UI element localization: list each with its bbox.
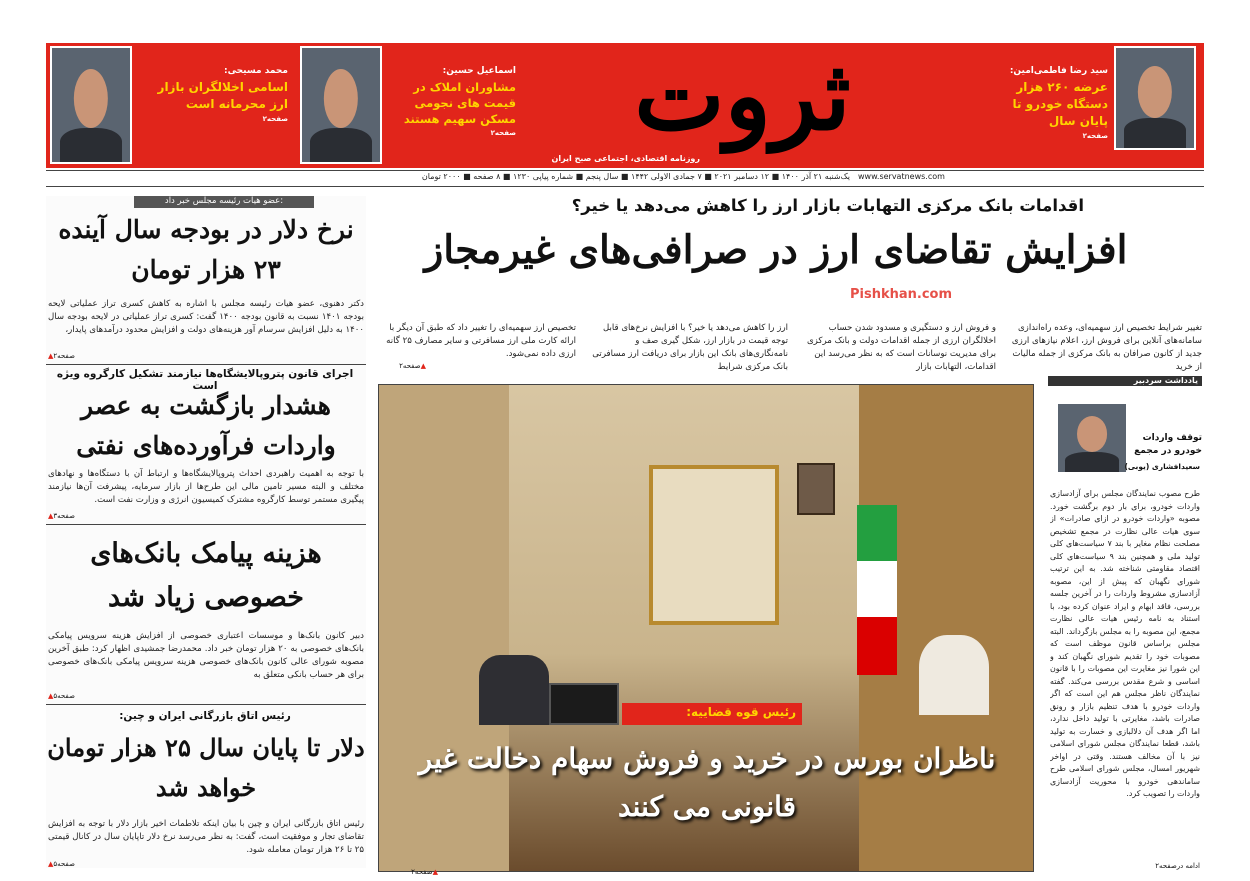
- dateline: یک‌شنبه ۲۱ آذر ۱۴۰۰ ■ ۱۲ دسامبر ۲۰۲۱ ■ ۷ جمادی الاولی ۱۴۴۲ ■ سال پنجم ■ شماره پیاپی ۱۲۳۰ ■ ۸ صفحه ■ ۲۰۰۰ تومان: [421, 172, 850, 181]
- teaser-page: صفحه۲: [262, 115, 288, 123]
- editorial-more-label: ادامه درصفحه۲: [1155, 862, 1200, 870]
- story-2-page-link[interactable]: ▲صفحه۳: [48, 512, 75, 520]
- lead-column-2: و فروش ارز و دستگیری و مسدود شدن حساب اخلالگران ارزی از جمله اقدامات دولت و بانک مرکزی برای مدیریت نوسانات است که به نظر می‌رسد این اقدامات، التهابات بازار: [806, 323, 996, 372]
- teaser-2-photo: [300, 46, 382, 164]
- masthead-logo: [520, 40, 965, 155]
- header-teaser-1[interactable]: [990, 66, 1108, 140]
- story-4-page: صفحه۵: [53, 860, 75, 868]
- masthead-subtitle: روزنامه اقتصادی، اجتماعی صبح ایران: [551, 154, 700, 163]
- story-3-headline[interactable]: هزینه پیامک بانک‌های خصوصی زیاد شد: [90, 538, 322, 613]
- editorial-author: سعیدافشاری (یوبی): [1124, 462, 1200, 471]
- teaser-headline: مشاوران املاک در قیمت های نجومی مسکن سهیم هستند: [403, 80, 516, 126]
- teaser-headline: عرضه ۲۶۰ هزار دستگاه خودرو تا پایان سال: [1012, 80, 1108, 128]
- lead-story[interactable]: [380, 196, 1172, 281]
- teaser-1-photo: [1114, 46, 1196, 150]
- photo-portrait: [797, 463, 835, 515]
- divider: [46, 364, 366, 365]
- divider: [46, 186, 1204, 187]
- story-1-body: دکتر دهنوی، عضو هیات رئیسه مجلس با اشاره به کاهش کسری تراز عملیاتی لایحه بودجه ۱۴۰۱ نسبت به قانون بودجه ۱۴۰۰ گفت: کسری تراز عملیاتی در لایحه بودجه سال ۱۴۰۰ به دلیل افزایش سرسام آور هزینه‌های دولت و افزایش محدود درآمدهای پایدار،: [48, 299, 364, 335]
- story-4-page-link[interactable]: ▲صفحه۵: [48, 860, 75, 868]
- teaser-author: محمد مسیحی:: [223, 66, 288, 76]
- story-1-page-link[interactable]: ▲صفحه۲: [48, 352, 75, 360]
- teaser-page: صفحه۲: [490, 129, 516, 137]
- flag-icon: [857, 505, 897, 675]
- teaser-page: صفحه۲: [1082, 132, 1108, 140]
- editorial-label: یادداشت سردبیر: [1133, 376, 1198, 385]
- story-4-body: رئیس اتاق بازرگانی ایران و چین با بیان اینکه تلاطمات اخیر بازار دلار با توجه به افزایش تقاضای تجار و موفقیت است، گفت: به نظر می‌رسد نرخ دلار تاپایان سال در کانال قیمتی ۲۵ تا ۲۶ هزار تومان معامله شود.: [48, 819, 364, 855]
- teaser-3-photo: [50, 46, 132, 164]
- masthead-title: ثروت: [634, 39, 851, 152]
- lead-column-1: تغییر شرایط تخصیص ارز سهمیه‌ای، وعده راه‌اندازی سامانه‌های آنلاین برای فروش ارز، اعلام نیازهای ارزی جدید از کانون صرافان به بانک مرکزی از جمله مالیات از خرید: [1011, 323, 1202, 372]
- story-2-body: با توجه به اهمیت راهبردی احداث پتروپالایشگاه‌ها و ارتباط آن با دستگاه‌ها و نهادهای مختلف و البته مسیر تامین مالی این طرح‌ها از بازار سرمایه، پیشرفت آن‌ها نیازمند پیگیری مستمر توسط کارگروه مشترک کمیسیون انرژی و وزارت نفت است.: [48, 469, 364, 505]
- teaser-author: اسماعیل حسین:: [442, 66, 516, 76]
- lead-headline: افزایش تقاضای ارز در صرافی‌های غیرمجاز: [424, 227, 1128, 273]
- lead-page-link[interactable]: ▲صفحه۲: [399, 362, 426, 370]
- photo-page: صفحه۲: [411, 868, 433, 876]
- header-teaser-2[interactable]: [388, 66, 516, 137]
- watermark: Pishkhan.com: [850, 287, 953, 302]
- monitor-icon: [549, 683, 619, 725]
- lead-kicker: اقدامات بانک مرکزی التهابات بازار ارز را کاهش می‌دهد یا خیر؟: [571, 196, 1084, 215]
- lead-column-4: تخصیص ارز سهمیه‌ای را تغییر داد که طبق آن دیگر با ارائه کارت ملی ارز مسافرتی و سایر مصارف ۲۵ گانه ارزی داده نمی‌شود.: [386, 323, 576, 359]
- editorial-body: طرح مصوب نمایندگان مجلس برای آزادسازی واردات خودرو، برای بار دوم برگشت خورد. مصوبه «واردات خودرو در ازای صادرات» از سوی هیات عالی نظارت در مجمع تشخیص مصلحت نظام مغایر با بند ۷ سیاست‌های کلی تولید ملی و همچنین بند ۹ سیاست‌های کلی اقتصاد مقاومتی شناخته شد. به این ترتیب شورای نگهبان که پیش از این، مصوبه آزادسازی مشروط واردات را در آخرین جلسه بررسی، فاقد ابهام و ایراد عنوان کرده بود، با استناد به نامه رئیس هیات عالی نظارت مجمع، این مصوبه را به مجلس بازگرداند. البته مجلس براساس قانون موظف است که مصوبات خود را تقدیم شورای نگهبان کند و این شورا نیز مغایرت این مصوبات را با قانون اساسی و شرع مقدس بررسی می‌کند. گفته نمایندگان ناظر مجلس هم این است که اگر واردات خودرو با هدف تنظیم بازار و رونق صادرات باشد، مغایرتی با تولید داخل ندارد، اما اگر هدف آن دلالبازی و خسارت به تولید باشد، قطعا نمایندگان مجلس شورای اسلامی نیز با آن مخالف هستند. وقتی در اواخر شهریور امسال، مجلس شورای اسلامی طرح ساماندهی خودرو با محوریت آزادسازی واردات را تصویب کرد.: [1050, 489, 1200, 798]
- story-2-page: صفحه۳: [53, 512, 75, 520]
- divider: [46, 704, 366, 705]
- story-3-page-link[interactable]: ▲صفحه۵: [48, 692, 75, 700]
- website[interactable]: www.servatnews.com: [858, 172, 945, 181]
- photo-page-link[interactable]: ▲صفحه۲: [411, 868, 438, 876]
- story-1-page: صفحه۲: [53, 352, 75, 360]
- photo-bookcase: [649, 465, 779, 625]
- teaser-author: سید رضا فاطمی‌امین:: [1009, 66, 1108, 76]
- editorial-title[interactable]: توقف واردات خودرو در مجمع: [1134, 433, 1202, 456]
- photo-kicker-text: رئیس قوه قضاییه:: [686, 705, 796, 719]
- story-3-body: دبیر کانون بانک‌ها و موسسات اعتباری خصوصی از افزایش هزینه سرویس پیامکی بانک‌های خصوصی به ۲۰ هزار تومان خبر داد. محمدرضا جمشیدی اظهار کرد: طبق آخرین مصوبه شورای عالی کانون بانک‌های خصوصی هزینه سرویس پیامکی بانک‌های خصوصی برای هر حساب بانکی متعلق به: [48, 631, 364, 680]
- photo-person-left: [479, 655, 549, 725]
- photo-kicker: [622, 705, 796, 719]
- photo-person-right: [919, 635, 989, 715]
- story-2-headline[interactable]: هشدار بازگشت به عصر واردات فرآورده‌های نفتی: [76, 391, 336, 460]
- lead-page: صفحه۲: [399, 362, 421, 370]
- lead-column-3: ارز را کاهش می‌دهد یا خیر؟ با افزایش نرخ‌های قابل توجه قیمت در بازار ارز، شکل گیری صف و نامه‌نگاری‌های بانک این بازار برای دریافت ارز مسافرتی بانک مرکزی شرایط: [592, 323, 788, 372]
- divider: [46, 170, 1204, 171]
- divider: [46, 524, 366, 525]
- story-4-headline[interactable]: دلار تا پایان سال ۲۵ هزار تومان خواهد شد: [47, 733, 365, 802]
- header-teaser-3[interactable]: [138, 66, 288, 123]
- story-2-kicker: اجرای قانون پتروپالایشگاه‌ها نیازمند تشکیل کارگروه ویژه است: [56, 368, 354, 392]
- story-1-headline[interactable]: نرخ دلار در بودجه سال آینده ۲۳ هزار تومان: [58, 215, 354, 284]
- teaser-headline: اسامی اخلالگران بازار ارز محرمانه است: [157, 80, 288, 111]
- story-3-page: صفحه۵: [53, 692, 75, 700]
- editorial-more[interactable]: [1050, 862, 1200, 870]
- story-4-kicker: رئیس اتاق بازرگانی ایران و چین:: [119, 710, 291, 722]
- story-1-kicker: عضو هیات رئیسه مجلس خبر داد:: [164, 196, 284, 206]
- photo-headline[interactable]: ناظران بورس در خرید و فروش سهام دخالت غیر قانونی می کنند: [418, 742, 996, 823]
